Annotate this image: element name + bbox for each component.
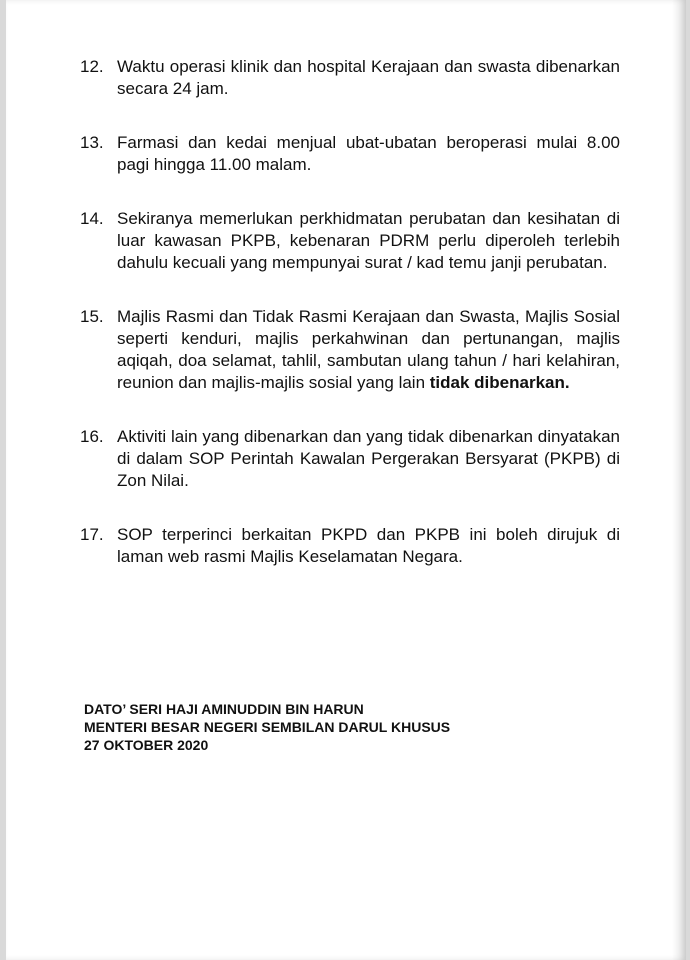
- signatory-position: MENTERI BESAR NEGERI SEMBILAN DARUL KHUSUS: [84, 719, 451, 735]
- document-page: [6, 0, 686, 960]
- item-number: 14.: [80, 209, 104, 228]
- list-item: [80, 208, 620, 274]
- list-item: [80, 306, 620, 394]
- item-text: [117, 306, 620, 394]
- page-edge-shadow: [672, 0, 686, 960]
- item-text: Waktu operasi klinik dan hospital Kerajaan dan swasta dibenarkan secara 24 jam.: [117, 57, 620, 98]
- item-text: SOP terperinci berkaitan PKPD dan PKPB ini boleh dirujuk di laman web rasmi Majlis Keselamatan Negara.: [117, 525, 620, 566]
- item-number: 13.: [80, 133, 104, 152]
- item-text-regular: Majlis Rasmi dan Tidak Rasmi Kerajaan dan Swasta, Majlis Sosial seperti kenduri, majlis perkahwinan dan pertunangan, majlis aqiqah, doa selamat, tahlil, sambutan ulang tahun / hari kelahiran, reunion dan majlis-majlis sosial yang lain: [117, 307, 620, 392]
- item-text: Farmasi dan kedai menjual ubat-ubatan beroperasi mulai 8.00 pagi hingga 11.00 malam.: [117, 133, 620, 174]
- item-text: Sekiranya memerlukan perkhidmatan perubatan dan kesihatan di luar kawasan PKPB, kebenaran PDRM perlu diperoleh terlebih dahulu kecuali yang mempunyai surat / kad temu janji perubatan.: [117, 209, 620, 272]
- item-number: 15.: [80, 307, 104, 326]
- item-number: 12.: [80, 57, 104, 76]
- item-text-bold: tidak dibenarkan.: [429, 373, 570, 392]
- item-number: 16.: [80, 427, 104, 446]
- list-item: [80, 524, 620, 568]
- signature-date: 27 OKTOBER 2020: [84, 737, 209, 753]
- item-text: Aktiviti lain yang dibenarkan dan yang tidak dibenarkan dinyatakan di dalam SOP Perintah Kawalan Pergerakan Bersyarat (PKPB) di Zon Nilai.: [117, 427, 620, 490]
- numbered-list: [80, 56, 620, 600]
- signature-block: [84, 700, 604, 754]
- item-number: 17.: [80, 525, 104, 544]
- list-item: [80, 56, 620, 100]
- list-item: [80, 426, 620, 492]
- list-item: [80, 132, 620, 176]
- signatory-name: DATO’ SERI HAJI AMINUDDIN BIN HARUN: [84, 701, 364, 717]
